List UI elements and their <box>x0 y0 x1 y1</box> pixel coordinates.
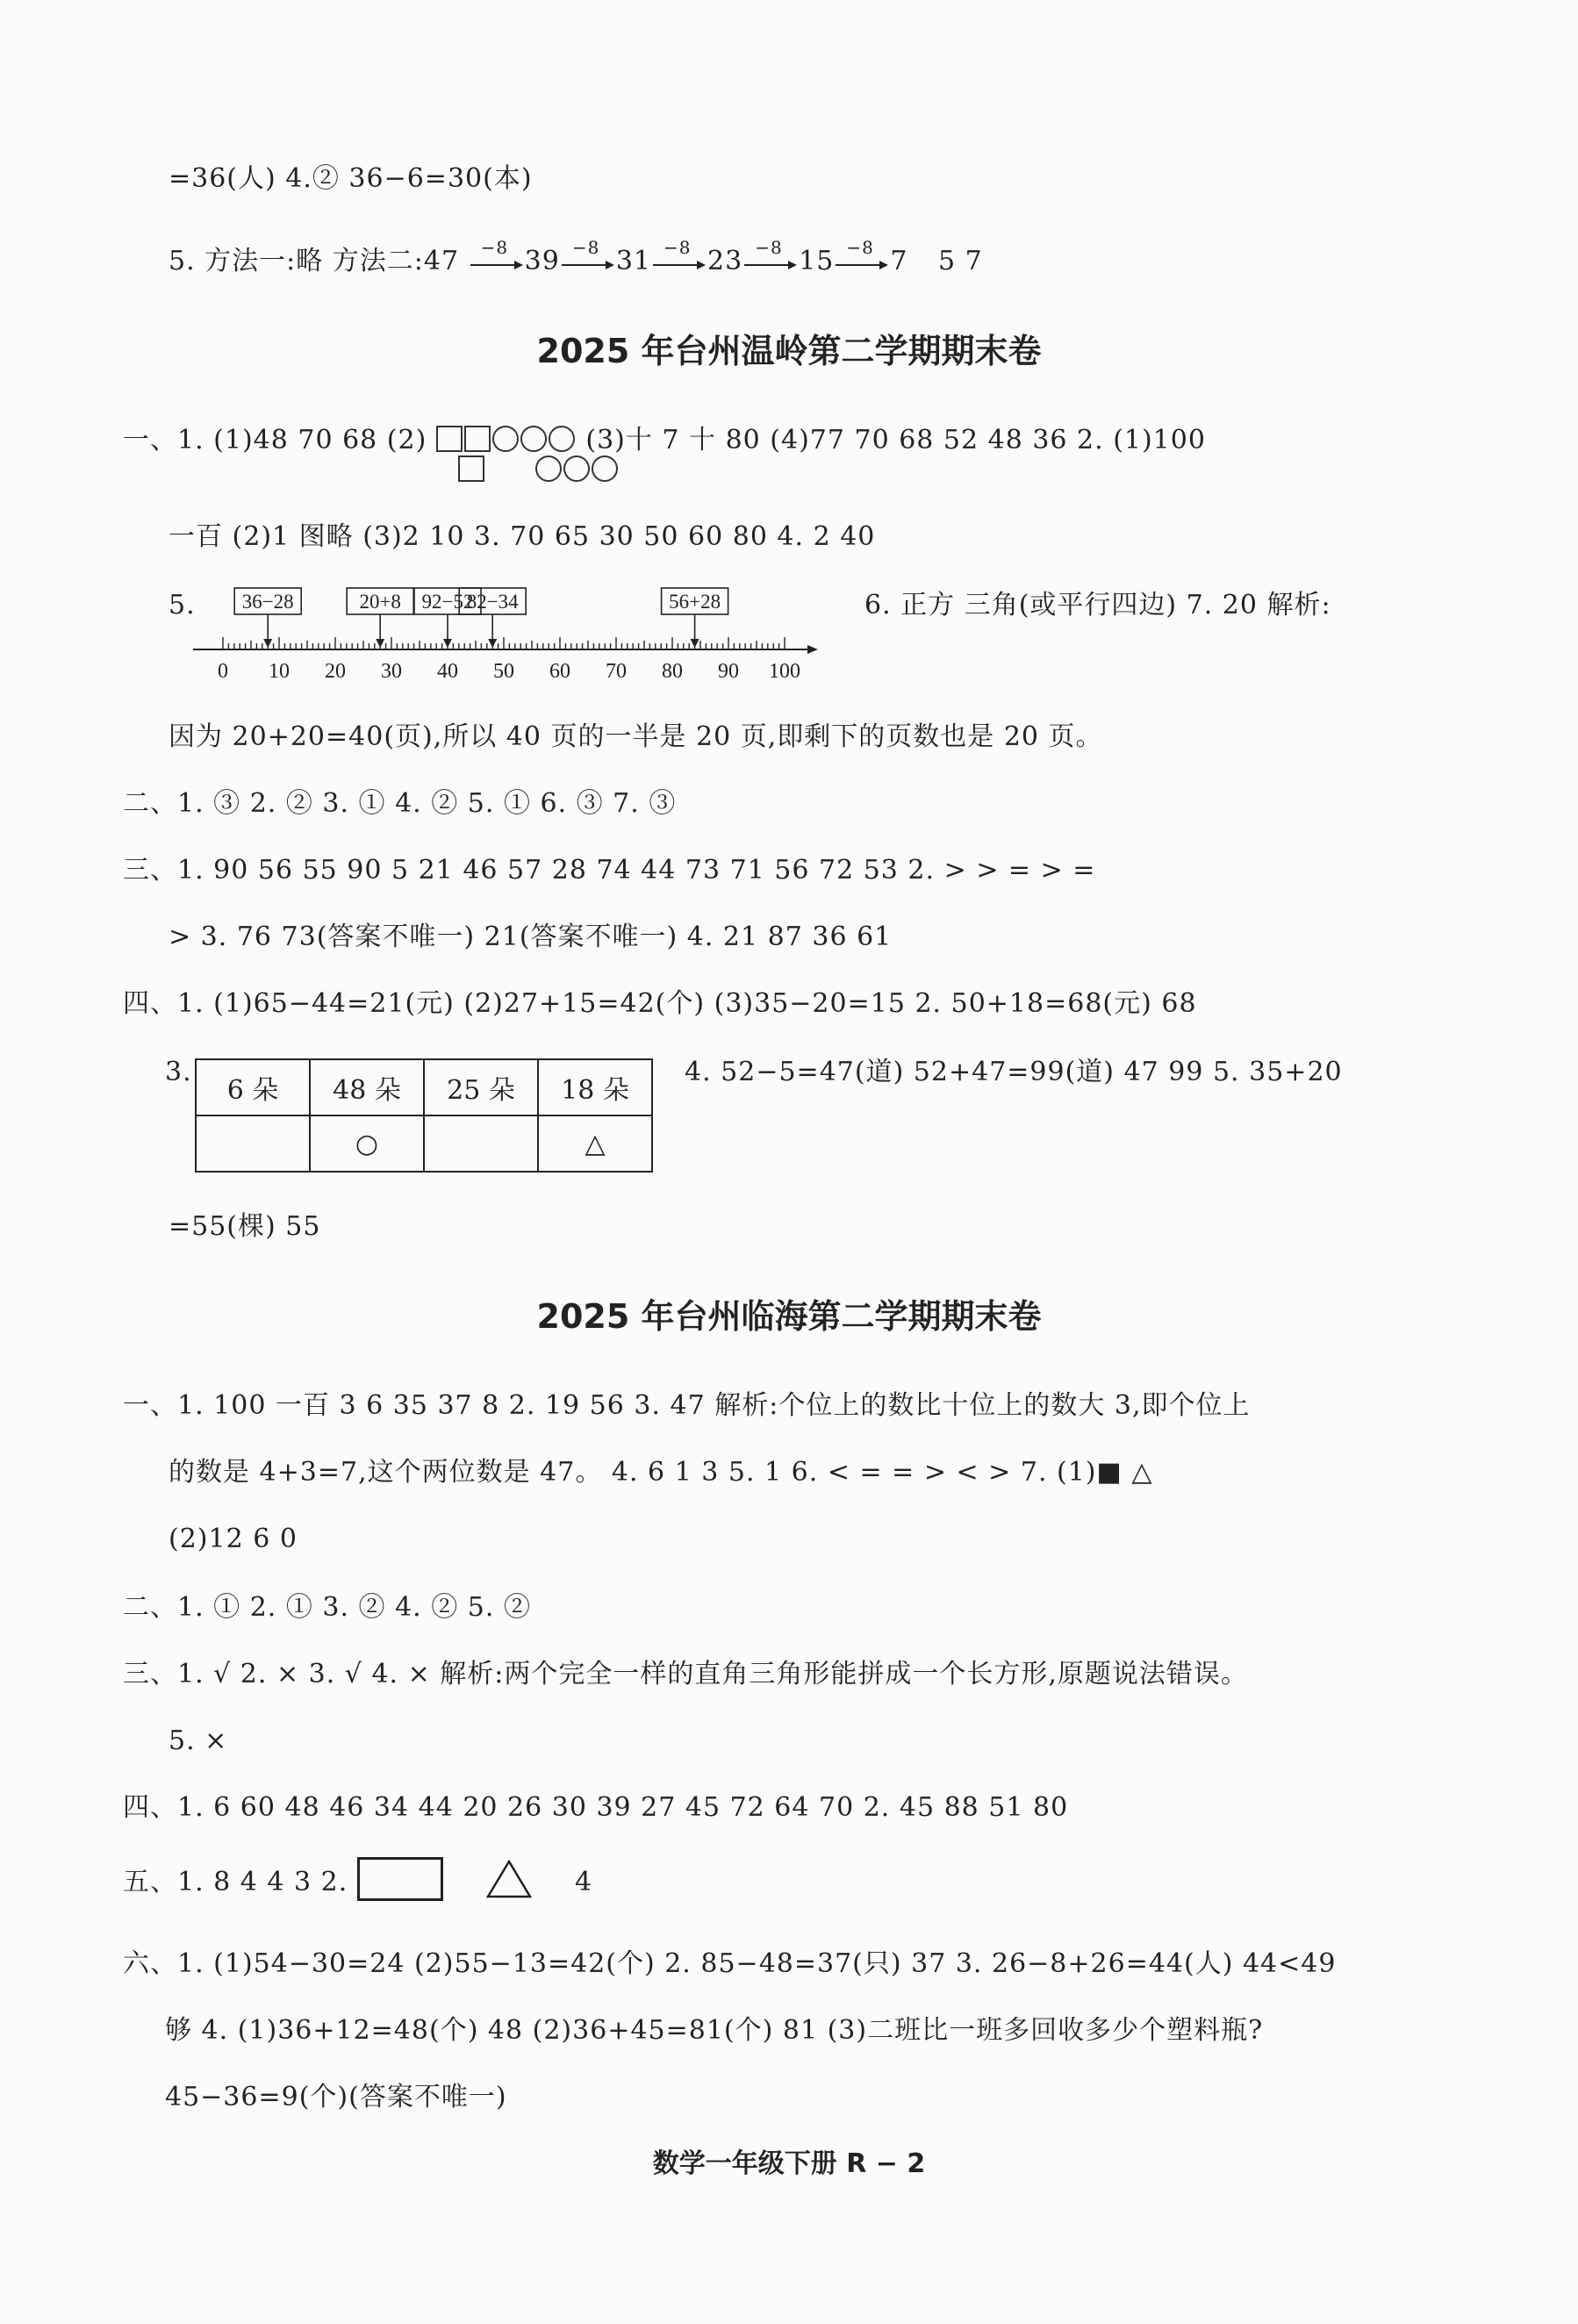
flower-header: 6 朵 <box>196 1059 310 1115</box>
number-line-label: 40 <box>437 660 458 683</box>
page-footer: 数学一年级下册 R − 2 <box>652 2148 926 2179</box>
triangle-shape <box>486 1859 532 1899</box>
answer-line-chain <box>169 237 983 279</box>
expression-pointer-head <box>376 639 384 648</box>
rectangle-shape <box>357 1857 443 1901</box>
expression-label: 56+28 <box>669 591 721 613</box>
chain-value: 15 <box>799 246 835 276</box>
chain-step: −8 <box>571 237 600 258</box>
number-line-label: 10 <box>269 660 290 683</box>
answer-line: 二、1. ③ 2. ② 3. ① 4. ② 5. ① 6. ③ 7. ③ <box>123 788 677 819</box>
shapes-group-second <box>458 453 620 488</box>
flower-table <box>195 1058 653 1173</box>
flower-mark: △ <box>538 1115 652 1172</box>
answer-line: 四、1. 6 60 48 46 34 44 20 26 30 39 27 45 72 64 70 2. 45 88 51 80 <box>123 1792 1069 1823</box>
answer-line: 因为 20+20=40(页),所以 40 页的一半是 20 页,即剩下的页数也是 20 页。 <box>169 721 1103 752</box>
number-line-label: 80 <box>662 660 683 683</box>
chain-value: 39 <box>524 246 560 276</box>
answer-line: 六、1. (1)54−30=24 (2)55−13=42(个) 2. 85−48=37(只) 37 3. 26−8+26=44(人) 44<49 <box>123 1948 1337 1979</box>
expression-label: 82−34 <box>466 591 519 613</box>
answer-line: 45−36=9(个)(答案不唯一) <box>165 2082 507 2112</box>
number-line-label: 100 <box>769 660 800 683</box>
expression-pointer-head <box>263 639 272 648</box>
chain-value: 23 <box>707 246 743 276</box>
expression-pointer-head <box>488 639 497 648</box>
number-line-label: 0 <box>218 660 228 683</box>
expression-label: 20+8 <box>359 591 401 613</box>
chain-tail: 5 7 <box>929 246 983 276</box>
chain-step: −8 <box>755 237 783 258</box>
number-line-label: 50 <box>493 660 514 683</box>
flower-header-row <box>196 1059 652 1115</box>
flower-header: 25 朵 <box>424 1059 538 1115</box>
answer-line: 二、1. ① 2. ① 3. ② 4. ② 5. ② <box>123 1592 531 1623</box>
section-title: 2025 年台州临海第二学期期末卷 <box>536 1297 1042 1336</box>
expression-label: 92−52 <box>421 591 474 613</box>
flower-mark <box>424 1115 538 1172</box>
number-line-label: 20 <box>325 660 346 683</box>
section-title: 2025 年台州温岭第二学期期末卷 <box>536 332 1042 370</box>
chain-step: −8 <box>846 237 874 258</box>
chain-value: 31 <box>615 246 652 276</box>
number-line-label: 60 <box>549 660 570 683</box>
question-number: 3. <box>165 1057 192 1087</box>
subtraction-chain <box>469 237 983 276</box>
chain-prefix: 5. 方法一:略 方法二:47 <box>169 246 460 276</box>
answer-line: 四、1. (1)65−44=21(元) (2)27+15=42(个) (3)35−20=15 2. 50+18=68(元) 68 <box>123 988 1197 1019</box>
answer-line: > 3. 76 73(答案不唯一) 21(答案不唯一) 4. 21 87 36 61 <box>169 922 893 952</box>
answer-line: =36(人) 4.② 36−6=30(本) <box>169 163 533 194</box>
number-line-arrowhead <box>807 645 818 654</box>
answer-line: 4. 52−5=47(道) 52+47=99(道) 47 99 5. 35+20 <box>685 1057 1343 1087</box>
answer-line: =55(棵) 55 <box>169 1211 321 1242</box>
chain-arrow <box>651 237 707 276</box>
number-line-label: 90 <box>718 660 739 683</box>
expression-pointer-head <box>443 639 452 648</box>
number-line-label: 70 <box>606 660 627 683</box>
flower-mark-row <box>196 1115 652 1172</box>
answer-line: 一、1. (1)48 70 68 (2) (3)十 7 十 80 (4)77 70 68 52 48 36 2. (1)100 <box>123 425 1206 455</box>
chain-arrow <box>742 237 799 276</box>
chain-step: −8 <box>663 237 692 258</box>
question-number: 5. <box>169 590 196 620</box>
flower-header: 18 朵 <box>538 1059 652 1115</box>
answer-line: 三、1. √ 2. × 3. √ 4. × 解析:两个完全一样的直角三角形能拼成一个长方形,原题说法错误。 <box>123 1659 1248 1689</box>
shapes-group <box>436 425 586 455</box>
chain-arrow <box>834 237 890 276</box>
answer-line: (2)12 6 0 <box>169 1524 298 1554</box>
chain-value: 7 <box>890 246 908 276</box>
flower-mark: ○ <box>310 1115 424 1172</box>
answer-line: 一、1. 100 一百 3 6 35 37 8 2. 19 56 3. 47 解析:个位上的数比十位上的数大 3,即个位上 <box>123 1390 1251 1421</box>
answer-line: 的数是 4+3=7,这个两位数是 47。 4. 6 1 3 5. 1 6. < = = > < > 7. (1)■ △ <box>169 1457 1153 1488</box>
answer-line: 一百 (2)1 图略 (3)2 10 3. 70 65 30 50 60 80 4. 2 40 <box>169 521 876 552</box>
expression-label: 36−28 <box>241 591 294 613</box>
chain-arrow <box>560 237 616 276</box>
number-line-label: 30 <box>381 660 402 683</box>
flower-mark <box>196 1115 310 1172</box>
chain-arrow <box>469 237 525 276</box>
number-line-svg <box>193 583 843 697</box>
answer-line: 五、1. 8 4 4 3 2. 4 <box>123 1857 592 1901</box>
answer-line: 5. × <box>169 1725 228 1756</box>
answer-line: 够 4. (1)36+12=48(个) 48 (2)36+45=81(个) 81 (3)二班比一班多回收多少个塑料瓶? <box>165 2015 1264 2046</box>
answer-line: 三、1. 90 56 55 90 5 21 46 57 28 74 44 73 71 56 72 53 2. > > = > = <box>123 855 1096 886</box>
expression-pointer-head <box>691 639 699 648</box>
flower-header: 48 朵 <box>310 1059 424 1115</box>
number-line <box>193 583 843 700</box>
answer-line: 6. 正方 三角(或平行四边) 7. 20 解析: <box>864 590 1331 620</box>
chain-step: −8 <box>480 237 509 258</box>
